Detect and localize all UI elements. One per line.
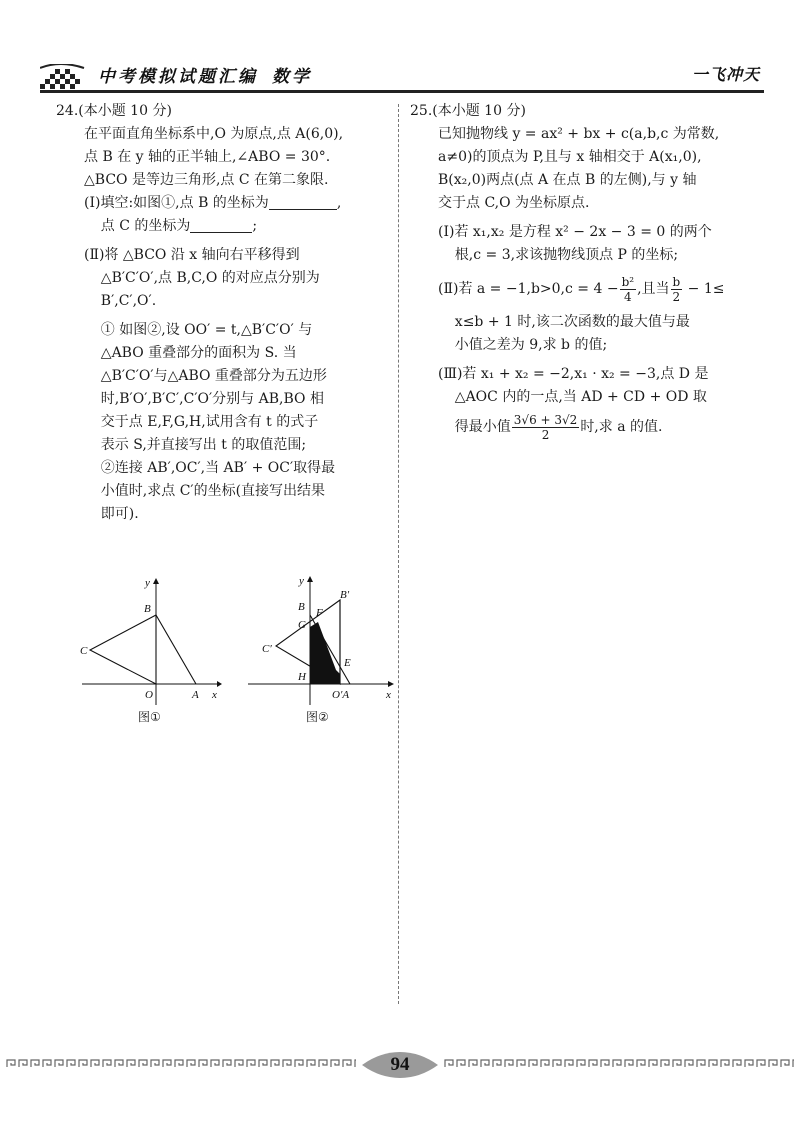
q24-part2-1-line: ① 如图②,设 OO′ = t,△B′C′O′ 与 — [100, 322, 313, 338]
answer-blank[interactable] — [190, 218, 252, 233]
q24-intro-line: △BCO 是等边三角形,点 C 在第二象限. — [84, 172, 329, 188]
label-o: O — [145, 689, 153, 701]
q24-part2-1-line: 交于点 E,F,G,H,试用含有 t 的式子 — [100, 414, 319, 430]
q24-part2-line: B′,C′,O′. — [100, 293, 157, 309]
label-x: x — [386, 689, 391, 701]
figure-2 — [240, 570, 400, 710]
q24-part2-1-line: △B′C′O′与△ABO 重叠部分为五边形 — [100, 368, 327, 384]
fraction-b-over-2: $\frac{b}{2}$ — [672, 274, 681, 304]
q25-part3-line: △AOC 内的一点,当 AD + CD + OD 取 — [454, 389, 707, 405]
q25-part2-condition: (Ⅱ)若 a = −1,b>0,c = 4 − $\frac{\text{b²}}{4}$ ,且当 $\frac{b}{2}$ − 1≤ — [438, 274, 725, 304]
q24-part2-1-line: △ABO 重叠部分的面积为 S. 当 — [100, 345, 297, 361]
footer-pattern-left — [6, 1058, 356, 1068]
page-header — [40, 56, 764, 96]
page-footer — [0, 1052, 800, 1082]
checkered-logo-icon — [40, 64, 86, 92]
q24-part2-line: △B′C′O′,点 B,C,O 的对应点分别为 — [100, 270, 320, 286]
header-rule — [40, 90, 764, 93]
q24-heading: 24.(本小题 10 分) — [56, 103, 172, 119]
label-a: A — [192, 689, 199, 701]
figure-1 — [72, 570, 222, 710]
label-y: y — [299, 575, 304, 587]
label-bp: B′ — [340, 589, 350, 601]
q25-part1-line: (Ⅰ)若 x₁,x₂ 是方程 x² − 2x − 3 = 0 的两个 — [438, 224, 712, 240]
triangle-bco — [90, 615, 156, 684]
label-c: C — [80, 645, 88, 657]
label-y: y — [145, 577, 150, 589]
footer-pattern-right — [444, 1058, 794, 1068]
label-g: G — [298, 619, 306, 631]
label-b: B — [144, 603, 151, 615]
q25-heading: 25.(本小题 10 分) — [410, 103, 526, 119]
q24-part2-2-line: ②连接 AB′,OC′,当 AB′ + OC′取得最 — [100, 460, 336, 476]
q25-intro-line: a≠0)的顶点为 P,且与 x 轴相交于 A(x₁,0), — [438, 149, 702, 165]
q24-part1-a: (Ⅰ)填空:如图①,点 B 的坐标为 , — [84, 195, 342, 211]
book-title: 中考模拟试题汇编 数学 — [98, 67, 312, 87]
q25-part2-line: x≤b + 1 时,该二次函数的最大值与最 — [454, 314, 690, 330]
page-number: 94 — [390, 1054, 410, 1075]
q25-intro-line: 交于点 C,O 为坐标原点. — [438, 195, 590, 211]
label-opa: O′A — [332, 689, 350, 701]
question-24 — [56, 100, 392, 526]
fraction-b2-over-4: $\frac{\text{b²}}{4}$ — [621, 274, 635, 304]
q25-part1-line: 根,c = 3,求该抛物线顶点 P 的坐标; — [454, 247, 679, 263]
answer-blank[interactable] — [269, 195, 337, 210]
brand-label: 一飞冲天 — [691, 65, 760, 84]
q24-figures — [72, 570, 402, 730]
label-h: H — [298, 671, 306, 683]
question-25 — [410, 100, 755, 445]
q25-intro-line: B(x₂,0)两点(点 A 在点 B 的左侧),与 y 轴 — [438, 172, 697, 188]
q24-part2-1-line: 表示 S,并直接写出 t 的取值范围; — [100, 437, 307, 453]
q25-part3-line: (Ⅲ)若 x₁ + x₂ = −2,x₁ · x₂ = −3,点 D 是 — [438, 366, 709, 382]
column-divider — [398, 104, 399, 1004]
q25-part3-condition: 得最小值 $\frac{3√6 + 3√2}{2}$ 时,求 a 的值. — [454, 412, 663, 442]
segment-ab — [156, 615, 196, 684]
label-e: E — [344, 657, 351, 669]
q25-intro-line: 已知抛物线 y = ax² + bx + c(a,b,c 为常数, — [438, 126, 720, 142]
fraction-min-value: $\frac{3√6 + 3√2}{2}$ — [513, 412, 578, 442]
q24-part2-2-line: 即可). — [100, 506, 139, 522]
q24-part1-b: 点 C 的坐标为 ; — [100, 218, 258, 234]
q24-part2-1-line: 时,B′O′,B′C′,C′O′分别与 AB,BO 相 — [100, 391, 324, 407]
q24-part2-2-line: 小值时,求点 C′的坐标(直接写出结果 — [100, 483, 326, 499]
subject-label: 数学 — [272, 67, 312, 87]
label-cp: C′ — [262, 643, 272, 655]
figure-1-caption: 图① — [138, 710, 161, 724]
q24-part2-line: (Ⅱ)将 △BCO 沿 x 轴向右平移得到 — [84, 247, 300, 263]
q24-intro-line: 在平面直角坐标系中,O 为原点,点 A(6,0), — [84, 126, 344, 142]
label-b: B — [298, 601, 305, 613]
label-f: F — [316, 607, 323, 619]
label-x: x — [212, 689, 217, 701]
figure-2-caption: 图② — [306, 710, 329, 724]
overlap-pentagon — [310, 622, 340, 684]
q25-part2-line: 小值之差为 9,求 b 的值; — [454, 337, 608, 353]
q24-intro-line: 点 B 在 y 轴的正半轴上,∠ABO = 30°. — [84, 149, 331, 165]
